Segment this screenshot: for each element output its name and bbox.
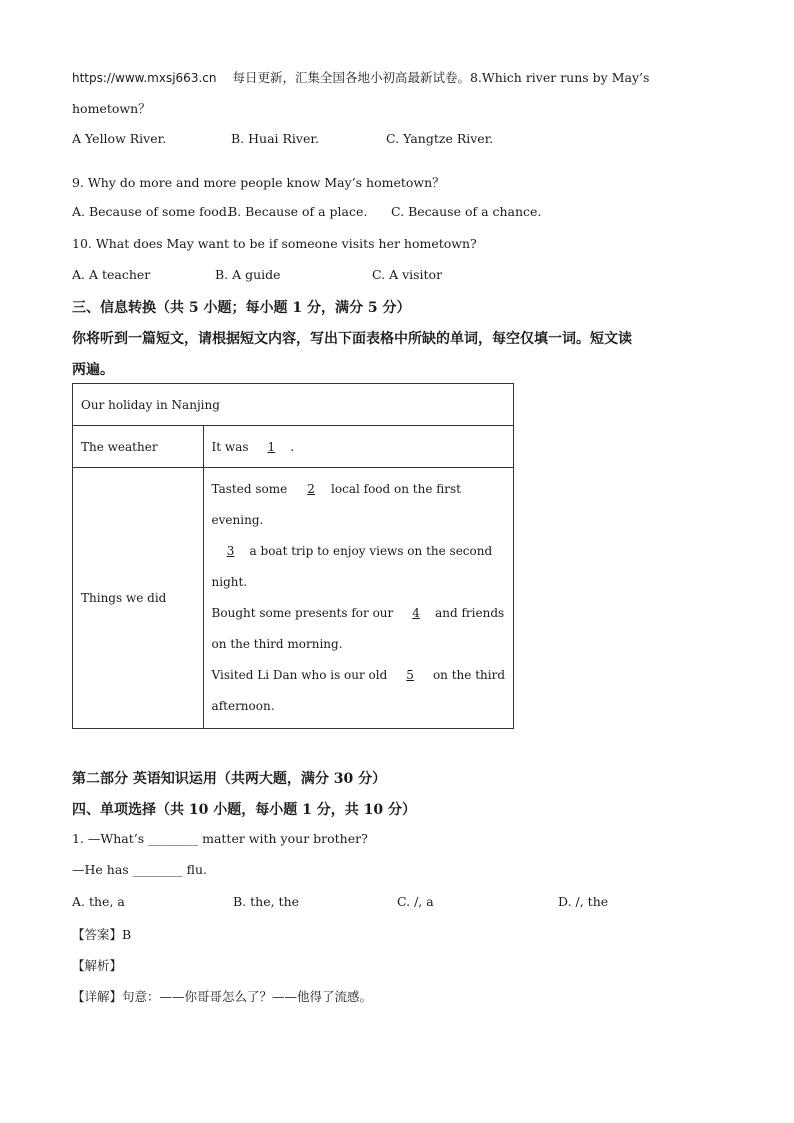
q9-text: 9. Why do more and more people know May’s hometown？ xyxy=(72,175,445,190)
activity-3-text-b: and friends xyxy=(435,606,505,620)
blank-1: 1 xyxy=(267,439,276,454)
section3-instruction-1: 你将听到一篇短文，请根据短文内容，写出下面表格中所缺的单词，每空仅填一词。短文读 xyxy=(72,331,632,347)
q9-option-b: B. Because of a place. xyxy=(228,204,368,219)
analysis-label: 【解析】 xyxy=(72,958,123,973)
blank-4: 4 xyxy=(412,606,420,620)
q8-option-a: A Yellow River. xyxy=(72,131,167,146)
q9-option-a: A. Because of some food. xyxy=(72,204,231,219)
activity-3-text-a: Bought some presents for our xyxy=(211,606,394,620)
things-label: Things we did xyxy=(73,468,204,729)
mc1-question: 1. —What’s ________ matter with your brother? xyxy=(72,831,368,846)
weather-prefix: It was xyxy=(211,439,249,454)
table-title: Our holiday in Nanjing xyxy=(73,384,514,426)
activity-1-text-a: Tasted some xyxy=(211,482,288,496)
source-notice: 每日更新，汇集全国各地小初高最新试卷。 xyxy=(232,70,470,85)
section3-instruction-2: 两遍。 xyxy=(72,362,114,378)
q8-option-b: B. Huai River. xyxy=(231,131,319,146)
q8-option-c: C. Yangtze River. xyxy=(386,131,494,146)
activity-4-line-1 xyxy=(212,660,505,691)
detail-text: 句意：——你哥哥怎么了？——他得了流感。 xyxy=(122,989,373,1004)
section4-title: 四、单项选择（共 10 小题，每小题 1 分，共 10 分） xyxy=(72,802,416,818)
activity-1-line-1 xyxy=(212,474,505,505)
q8-text-part2: hometown？ xyxy=(72,101,151,116)
things-cell xyxy=(203,468,513,729)
mc1-option-b: B. the, the xyxy=(233,894,300,909)
header-line-1 xyxy=(72,68,649,86)
part2-title: 第二部分 英语知识运用（共两大题，满分 30 分） xyxy=(72,771,387,787)
activity-3-line-1 xyxy=(212,598,505,629)
q10-option-a: A. A teacher xyxy=(72,267,151,282)
activity-4-line-2: afternoon. xyxy=(211,699,275,713)
activity-2-line-2: night. xyxy=(211,575,248,589)
source-url: https://www.mxsj663.cn xyxy=(72,71,217,85)
q10-option-c: C. A visitor xyxy=(372,267,443,282)
q9-option-c: C. Because of a chance. xyxy=(391,204,542,219)
mc1-answer-line: —He has ________ flu. xyxy=(72,862,207,877)
info-table xyxy=(72,383,514,729)
weather-cell xyxy=(203,426,513,468)
weather-suffix: . xyxy=(290,439,295,454)
activity-1-text-b: local food on the first xyxy=(331,482,461,496)
activity-3-line-2: on the third morning. xyxy=(211,637,343,651)
q10-text: 10. What does May want to be if someone visits her hometown? xyxy=(72,236,477,251)
activity-2-text-a: a boat trip to enjoy views on the second xyxy=(249,544,493,558)
blank-2: 2 xyxy=(307,482,315,496)
detail-line xyxy=(72,987,372,1005)
section3-title: 三、信息转换（共 5 小题；每小题 1 分，满分 5 分） xyxy=(72,300,411,316)
answer-line xyxy=(72,925,131,943)
answer-label: 【答案】 xyxy=(72,927,123,942)
blank-3: 3 xyxy=(226,544,235,558)
activity-2-line-1 xyxy=(212,536,505,567)
q10-option-b: B. A guide xyxy=(215,267,281,282)
activity-1-line-2: evening. xyxy=(211,513,264,527)
answer-value: B xyxy=(122,927,132,942)
activity-4-text-b: on the third xyxy=(432,668,505,682)
activity-4-text-a: Visited Li Dan who is our old xyxy=(211,668,388,682)
q8-text-part1: 8.Which river runs by May’s xyxy=(469,70,650,85)
weather-label: The weather xyxy=(73,426,204,468)
mc1-option-d: D. /, the xyxy=(558,894,609,909)
mc1-option-c: C. /, a xyxy=(397,894,434,909)
mc1-option-a: A. the, a xyxy=(72,894,125,909)
detail-label: 【详解】 xyxy=(72,989,123,1004)
blank-5: 5 xyxy=(406,668,414,682)
